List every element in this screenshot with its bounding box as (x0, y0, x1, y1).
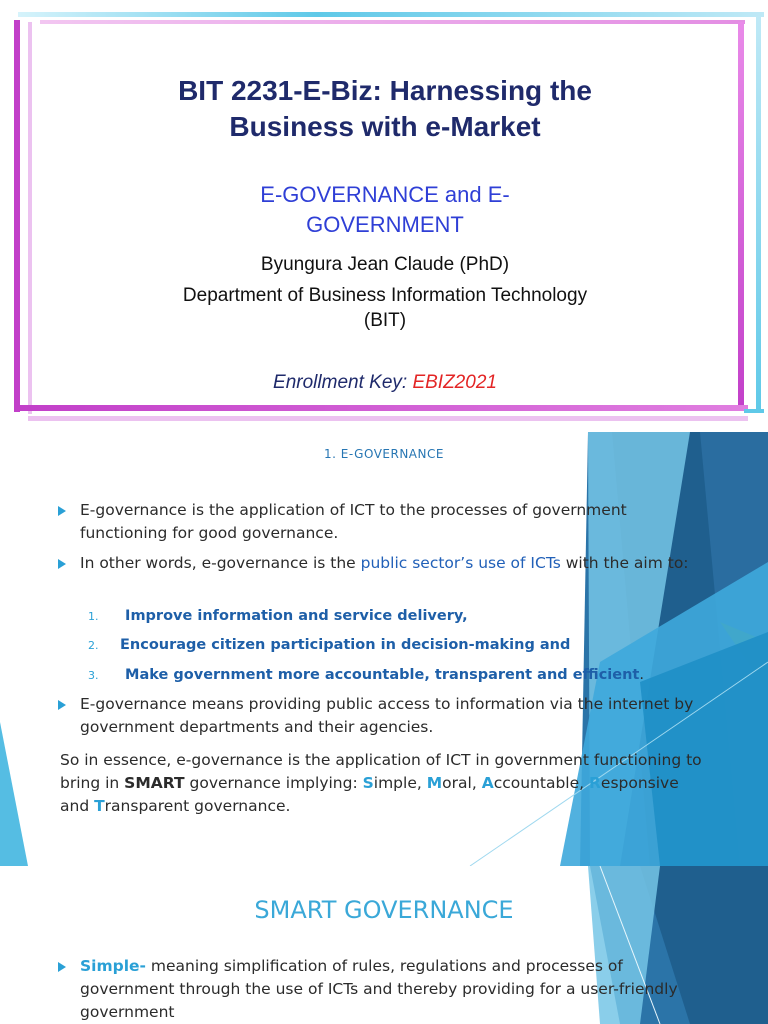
bullet-public-access (60, 693, 700, 739)
smart-rest-s: imple, (373, 774, 427, 792)
bullet-arrow-icon (58, 962, 66, 972)
bullet-other-words (60, 552, 700, 575)
smart-governance-slide (0, 866, 768, 1024)
smart-letter-r: R (588, 774, 601, 792)
smart-letter-s: S (362, 774, 374, 792)
frame-line-top-pink (40, 20, 745, 24)
frame-line-bottom-lilac (28, 416, 748, 421)
aim-item-2 (88, 635, 708, 656)
smart-rest-a: ccountable, (493, 774, 589, 792)
smart-rest-m: oral, (442, 774, 482, 792)
department-line1: Department of Business Information Technology (182, 285, 588, 306)
course-title (60, 73, 710, 145)
simple-term: Simple- (80, 957, 146, 975)
smart-rest-t: ransparent governance. (104, 797, 291, 815)
subtitle-line1: E-GOVERNANCE and E- (260, 182, 510, 207)
aim-text: Make government more accountable, transparent and efficient (120, 667, 640, 683)
aim-item-1 (88, 606, 708, 627)
enrollment-key-value: EBIZ2021 (412, 372, 497, 393)
aim-text: Encourage citizen participation in decision-making and (120, 637, 571, 653)
deco-left-triangle (0, 722, 28, 866)
slide-title: SMART GOVERNANCE (254, 896, 514, 924)
smart-summary-paragraph (60, 749, 710, 818)
bullet-arrow-icon (58, 559, 66, 569)
e-governance-slide (0, 432, 768, 866)
bullet-other-words-pre: In other words, e-governance is the (80, 554, 361, 572)
author-name: Byungura Jean Claude (PhD) (260, 254, 510, 275)
bullet-simple (60, 955, 700, 1024)
department (60, 283, 710, 333)
bullet-arrow-icon (58, 506, 66, 516)
bullet-definition-text: E-governance is the application of ICT to the processes of government functioning for good governance. (80, 501, 627, 542)
bullet-public-access-text: E-governance means providing public access to information via the internet by government departments and their agencies. (80, 695, 694, 736)
frame-line-left-lilac (28, 22, 32, 414)
course-title-line1: BIT 2231-E-Biz: Harnessing the (178, 75, 592, 106)
smart-letter-a: A (481, 774, 494, 792)
smart-word: SMART (124, 774, 185, 792)
aim-number: 2. (88, 639, 99, 652)
simple-definition: meaning simplification of rules, regulations and processes of government through the use of ICTs and thereby providing for a user-friendly government (80, 957, 678, 1021)
bullet-arrow-icon (58, 700, 66, 710)
aim-text: Improve information and service delivery, (120, 608, 468, 624)
summary-mid: governance implying: (184, 774, 363, 792)
frame-line-bottom-magenta (20, 405, 748, 411)
bullet-definition (60, 499, 700, 545)
public-sector-phrase: public sector’s use of ICTs (360, 554, 561, 572)
aim-tail: . (639, 667, 644, 683)
smart-letter-m: M (426, 774, 443, 792)
department-line2: (BIT) (363, 310, 407, 331)
frame-line-bottom-cyan (744, 409, 764, 413)
aim-number: 3. (88, 669, 99, 682)
frame-line-right-cyan (756, 16, 761, 412)
smart-letter-t: T (94, 797, 105, 815)
aim-item-3 (88, 665, 708, 686)
frame-line-left-magenta (14, 20, 20, 412)
enrollment-key (60, 370, 710, 396)
slide-subtitle (60, 180, 710, 240)
summary-pre: So in essence, e-governance is the application of ICT in government functioning to bring in (60, 751, 702, 792)
bullet-other-words-post: with the aim to: (560, 554, 689, 572)
enrollment-key-label: Enrollment Key: (273, 372, 413, 393)
section-heading: 1. E-GOVERNANCE (324, 447, 444, 461)
aim-number: 1. (88, 610, 99, 623)
title-slide (0, 0, 768, 430)
subtitle-line2: GOVERNMENT (306, 212, 464, 237)
frame-line-right-magenta (738, 22, 744, 410)
smart-rest-r: esponsive and (60, 774, 679, 815)
frame-line-top-cyan (18, 12, 764, 17)
course-title-line2: Business with e-Market (229, 111, 541, 142)
